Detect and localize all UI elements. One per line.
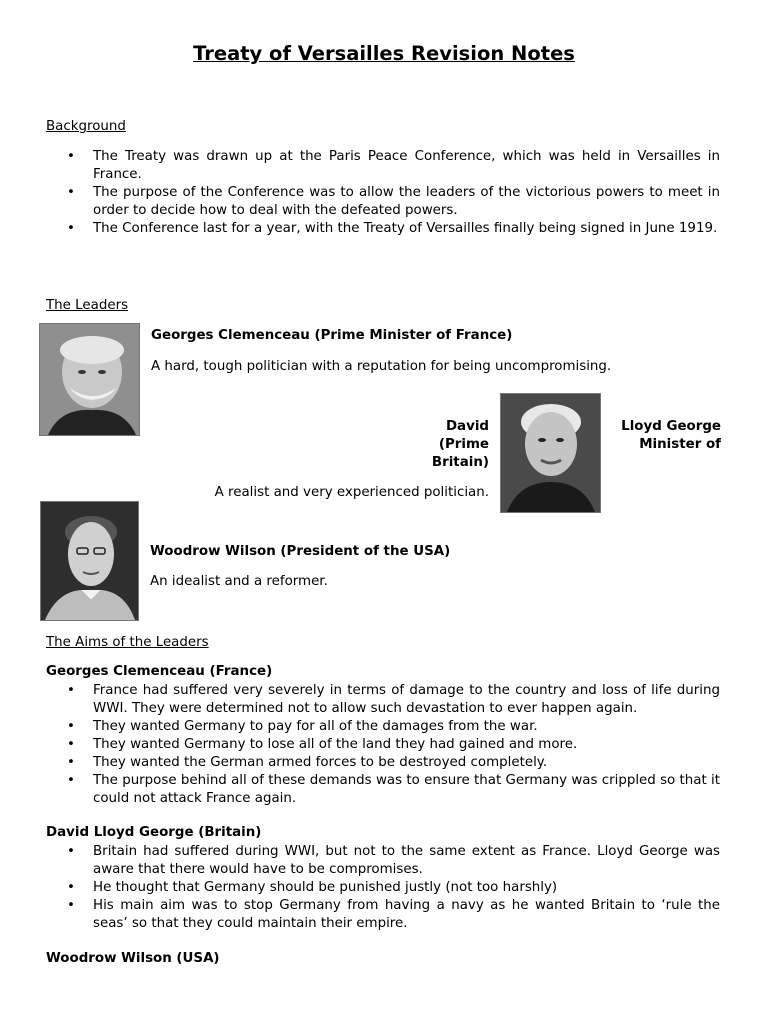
aims-heading: The Aims of the Leaders [46,635,209,650]
clemenceau-description: A hard, tough politician with a reputation for being uncompromising. [151,359,612,374]
list-item: • They wanted Germany to pay for all of the damages from the war. [46,718,720,736]
wilson-description: An idealist and a reformer. [150,574,328,589]
aims-clemenceau-title: Georges Clemenceau (France) [46,664,273,679]
background-heading: Background [46,119,126,134]
document-title: Treaty of Versailles Revision Notes [193,42,575,65]
clemenceau-name: Georges Clemenceau (Prime Minister of France) [151,328,513,343]
list-item: • The Treaty was drawn up at the Paris Peace Conference, which was held in Versailles in France. [46,148,720,184]
clemenceau-photo [39,323,140,436]
lloyd-george-photo [500,393,601,513]
wilson-photo [40,501,139,621]
lloyd-george-name-right: Lloyd George Minister of [621,419,721,452]
aims-lloyd-george-title: David Lloyd George (Britain) [46,825,262,840]
list-item: • Britain had suffered during WWI, but not to the same extent as France. Lloyd George was aware that there would have to be compromises. [46,843,720,879]
leaders-heading: The Leaders [46,298,129,313]
list-item: • They wanted the German armed forces to be destroyed completely. [46,754,720,772]
list-item: • The purpose of the Conference was to allow the leaders of the victorious powers to meet in order to decide how to deal with the defeated powers. [46,184,720,220]
list-item: • France had suffered very severely in terms of damage to the country and loss of life during WWI. They were determined not to allow such devastation to ever happen again. [46,682,720,718]
list-item: • The purpose behind all of these demands was to ensure that Germany was crippled so that it could not attack France again. [46,772,720,808]
aims-lloyd-george-bullet-list [46,843,720,933]
lloyd-george-description: A realist and very experienced politician. [214,485,489,500]
aims-clemenceau-bullet-list [46,682,720,808]
aims-wilson-title: Woodrow Wilson (USA) [46,951,220,966]
background-bullet-list [46,148,720,238]
list-item: • He thought that Germany should be punished justly (not too harshly) [46,879,720,897]
list-item: • The Conference last for a year, with the Treaty of Versailles finally being signed in June 1919. [46,220,720,238]
wilson-name: Woodrow Wilson (President of the USA) [150,544,451,559]
list-item: • They wanted Germany to lose all of the land they had gained and more. [46,736,720,754]
lloyd-george-name-left: David (Prime Britain) [431,419,489,470]
list-item: • His main aim was to stop Germany from having a navy as he wanted Britain to ‘rule the seas’ so that they could maintain their empire. [46,897,720,933]
